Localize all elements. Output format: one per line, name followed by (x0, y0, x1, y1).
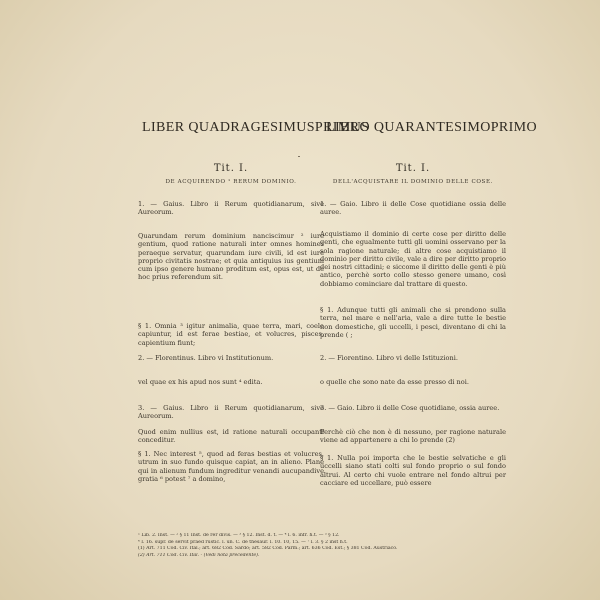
footnote-line: (2) Art. 711 Cod. Civ. Ital. - (Vedi nota precedente). (138, 552, 260, 558)
footnotes (138, 533, 506, 559)
left-paragraph: § 1. Nec interest ⁵, quod ad feras bestias et volucres, utrum in suo fundo quisque capiat, an in alieno. Plane qui in alienum fundum ingreditur venandi aucupandive gratia ⁶ potest ⁷ a domino, (138, 450, 324, 483)
right-column-header: LIBRO QUARANTESIMOPRIMO (326, 120, 538, 135)
right-paragraph: o quelle che sono nate da esse presso di noi. (320, 378, 469, 386)
right-paragraph: § 1. Adunque tutti gli animali che si prendono sulla terra, nel mare e nell'aria, vale a dire tutte le bestie non domestiche, gli uccelli, i pesci, diventano di chi la prende ( ; (320, 306, 506, 339)
left-subtitle: DE ACQUIRENDO ¹ RERUM DOMINIO. (165, 179, 297, 185)
left-title: Tit. I. (213, 163, 249, 174)
right-paragraph: Perchè ciò che non è di nessuno, per ragione naturale viene ad appartenere a chi lo prende (2) (320, 428, 506, 445)
left-section-heading: 1. — Gaius. Libro ii Rerum quotidianarum, sive Aureorum. (138, 200, 324, 217)
footnote-line: (1) Art. 711 Cod. Civ. Ital.; art. 682 Cod. Sardo; art. 582 Cod. Parm.; art. 636 Cod. Est.; § 381 Cod. Austriaco. (138, 546, 398, 552)
right-paragraph: § 1. Nulla poi importa che le bestie selvatiche e gli uccelli siano stati colti sul fondo proprio o sul fondo altrui. Al certo chi vuole entrare nel fondo altrui per cacciare ed uccellare, può essere (320, 454, 506, 487)
footnote-line: ¹ Lib. 2. Inst. — ² § 11 Inst. de rer divis. — ³ § 12. Inst. d. t. — ⁴ l. 6. infr. h.t. — ⁵ § 12. (138, 533, 340, 538)
right-section-heading: 1. — Gaio. Libro ii delle Cose quotidiane ossia delle auree. (320, 200, 506, 217)
right-section-heading: 2. — Fiorentino. Libro vi delle Istituzioni. (320, 354, 458, 362)
ornament-dot (298, 156, 300, 157)
left-column-header: LIBER QUADRAGESIMUSPRIMUS (142, 120, 370, 135)
left-paragraph: vel quae ex his apud nos sunt ⁴ edita. (138, 378, 263, 386)
right-subtitle: DELL'ACQUISTARE IL DOMINIO DELLE COSE. (332, 179, 494, 185)
left-paragraph: § 1. Omnia ³ igitur animalia, quae terra, mari, coelo capiuntur, id est ferae bestiae, et volucres, pisces, capientium fiunt; (138, 322, 324, 347)
left-paragraph: Quod enim nullius est, id ratione naturali occupanti conceditur. (138, 428, 324, 445)
right-section-heading: 3. — Gaio. Libro ii delle Cose quotidiane, ossia auree. (320, 404, 500, 412)
left-section-heading: 2. — Florentinus. Libro vi Institutionum. (138, 354, 274, 362)
footnote-line: ⁶ l. 16. supr. de servit praed rustic. l. un. C. de thesaur. l. 10. 10, 15. — ⁷ l. 3. § 2 inst h.t. (138, 539, 348, 545)
left-section-heading: 3. — Gaius. Libro ii Rerum quotidianarum, sive Aureorum. (138, 404, 324, 421)
right-title: Tit. I. (395, 163, 431, 174)
left-paragraph: Quarundam rerum dominium nanciscimur ² iure gentium, quod ratione naturali inter omnes homines peraeque servatur, quarundam iure civili, id est iure proprio civitatis nostrae; et quia antiquius ius gentium cum ipso genere humano proditum est, opus est, ut de hoc prius referendum sit. (138, 232, 324, 282)
right-paragraph: Acquistiamo il dominio di certe cose per diritto delle genti, che egualmente tutti gli uomini osservano per la sola ragione naturale; di altre cose acquistiamo il dominio per diritto civile, vale a dire per diritto proprio dei nostri cittadini; e siccome il diritto delle genti è più antico, perchè sorto collo stesso genere umano, così dobbiamo cominciare dal trattare di questo. (320, 230, 506, 288)
